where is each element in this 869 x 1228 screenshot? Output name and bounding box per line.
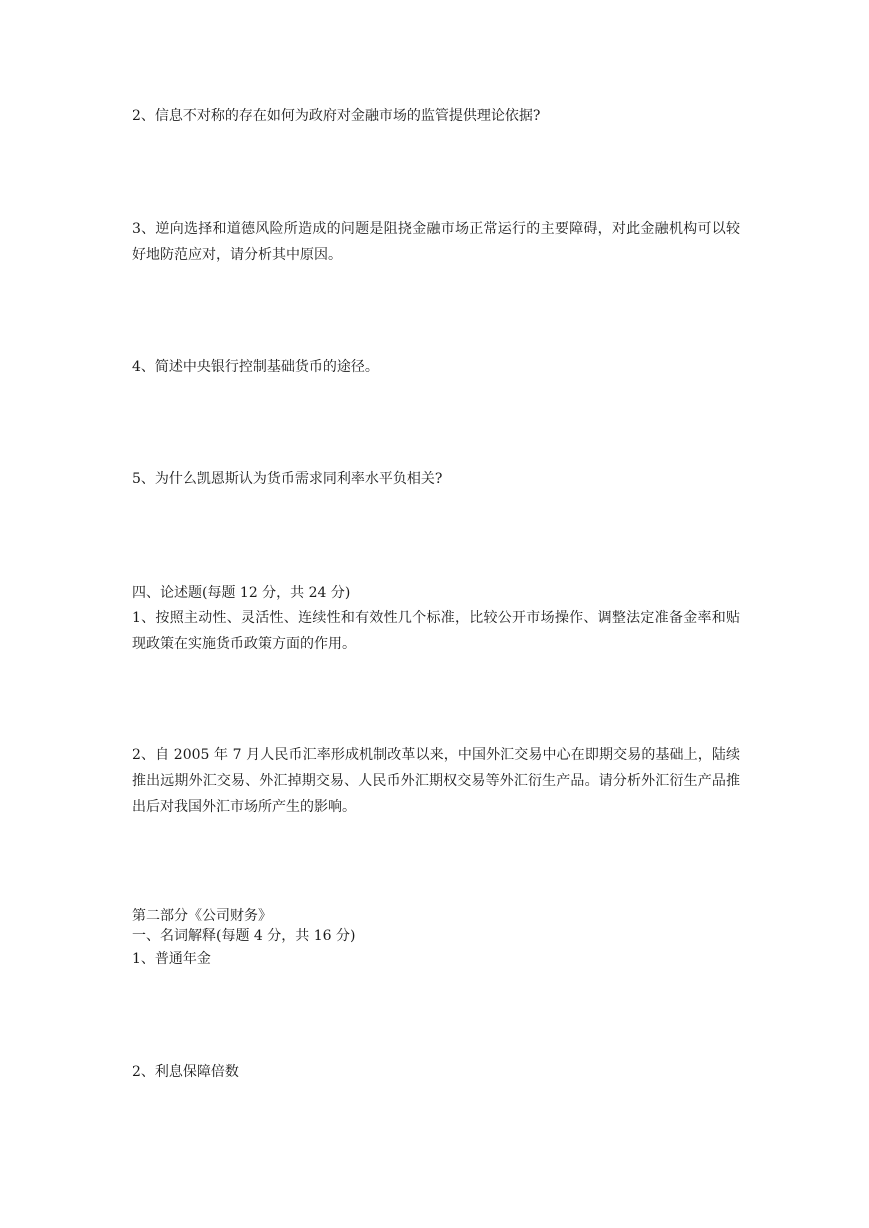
- essay-question-2-fx-derivatives: 2、自 2005 年 7 月人民币汇率形成机制改革以来，中国外汇交易中心在即期交易的基础上，陆续推出远期外汇交易、外汇掉期交易、人民币外汇期权交易等外汇衍生产品。请分析外汇衍生产品推出后对我国外汇市场所产生的影响。: [132, 747, 740, 815]
- part-2-title: 第二部分《公司财务》: [132, 908, 272, 924]
- question-2-information-asymmetry: 2、信息不对称的存在如何为政府对金融市场的监管提供理论依据?: [132, 108, 541, 124]
- term-2-interest-coverage: 2、利息保障倍数: [132, 1064, 239, 1080]
- question-3-adverse-selection: 3、逆向选择和道德风险所造成的问题是阻挠金融市场正常运行的主要障碍，对此金融机构可以较好地防范应对，请分析其中原因。: [132, 221, 740, 263]
- terms-section-heading: 一、名词解释(每题 4 分，共 16 分): [132, 928, 356, 944]
- question-4-base-money: 4、简述中央银行控制基础货币的途径。: [132, 359, 379, 375]
- essay-section-heading: 四、论述题(每题 12 分，共 24 分): [132, 585, 351, 601]
- essay-question-1-monetary-tools: 1、按照主动性、灵活性、连续性和有效性几个标准，比较公开市场操作、调整法定准备金率和贴现政策在实施货币政策方面的作用。: [132, 610, 740, 652]
- question-5-keynes-money-demand: 5、为什么凯恩斯认为货币需求同利率水平负相关?: [132, 471, 443, 487]
- term-1-ordinary-annuity: 1、普通年金: [132, 951, 211, 967]
